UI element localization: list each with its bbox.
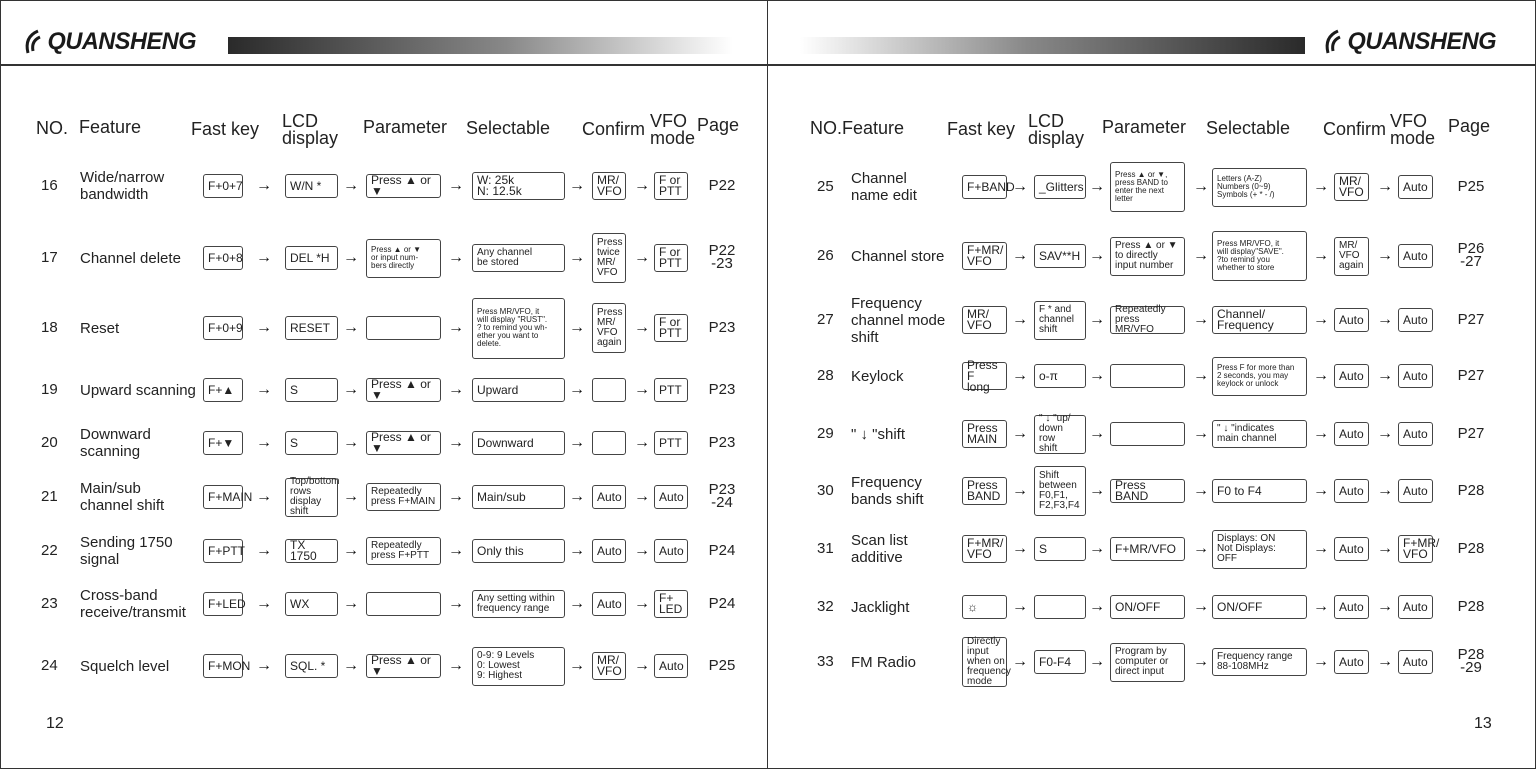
col-confirm: Confirm <box>582 119 646 139</box>
flow-arrow-icon: → <box>1313 598 1329 615</box>
lcd-display-box: DEL *H <box>285 246 338 270</box>
feature-name: Upward scanning <box>80 381 196 399</box>
parameter-box: Repeatedly press F+PTT <box>366 537 441 565</box>
vfo-mode-box: PTT <box>654 378 688 402</box>
brand-logo-left <box>18 22 198 62</box>
flow-arrow-icon: → <box>343 319 359 336</box>
flow-arrow-icon: → <box>256 488 272 505</box>
fast-key-box: F+0+8 <box>203 246 243 270</box>
vfo-mode-box: Auto <box>1398 175 1433 199</box>
flow-arrow-icon: → <box>1012 540 1028 557</box>
selectable-box: Displays: ON Not Displays: OFF <box>1212 530 1307 569</box>
flow-arrow-icon: → <box>448 319 464 336</box>
row-number: 20 <box>41 434 58 451</box>
confirm-box: Auto <box>1334 537 1369 561</box>
page-reference: P23 <box>708 434 736 451</box>
confirm-box: Auto <box>1334 308 1369 332</box>
fast-key-box: Press MAIN <box>962 420 1007 448</box>
vfo-mode-box: F or PTT <box>654 244 688 272</box>
flow-arrow-icon: → <box>1012 247 1028 264</box>
flow-arrow-icon: → <box>634 488 650 505</box>
fast-key-box: Directly input when on frequency mode <box>962 637 1007 687</box>
feature-name: Main/sub channel shift <box>80 480 165 514</box>
flow-arrow-icon: → <box>569 177 585 194</box>
flow-arrow-icon: → <box>569 488 585 505</box>
flow-arrow-icon: → <box>1377 482 1393 499</box>
parameter-box: Press ▲ or ▼ <box>366 654 441 678</box>
fast-key-box: F+PTT <box>203 539 243 563</box>
page-number-right: 13 <box>1474 715 1492 732</box>
fast-key-box: ☼ <box>962 595 1007 619</box>
flow-arrow-icon: → <box>448 595 464 612</box>
parameter-box: Press ▲ or ▼, press BAND to enter the next letter <box>1110 162 1185 212</box>
feature-name: Sending 1750 signal <box>80 534 173 568</box>
flow-arrow-icon: → <box>1089 367 1105 384</box>
confirm-box: Press MR/ VFO again <box>592 303 626 353</box>
selectable-box: ON/OFF <box>1212 595 1307 619</box>
row-number: 16 <box>41 177 58 194</box>
flow-arrow-icon: → <box>343 595 359 612</box>
flow-arrow-icon: → <box>448 177 464 194</box>
flow-arrow-icon: → <box>1089 247 1105 264</box>
flow-arrow-icon: → <box>343 434 359 451</box>
flow-arrow-icon: → <box>256 177 272 194</box>
selectable-box: Upward <box>472 378 565 402</box>
header-gradient-bar <box>800 37 1305 54</box>
feature-name: Channel delete <box>80 249 181 267</box>
header-gradient-bar <box>228 37 733 54</box>
signal-wave-icon <box>18 27 44 57</box>
col-parameter: Parameter <box>1102 117 1187 137</box>
flow-arrow-icon: → <box>343 657 359 674</box>
page-reference: P28 <box>1457 482 1485 499</box>
row-number: 25 <box>817 178 834 195</box>
selectable-box: Any channel be stored <box>472 244 565 272</box>
confirm-box: Press twice MR/ VFO <box>592 233 626 283</box>
flow-arrow-icon: → <box>1193 425 1209 442</box>
row-number: 23 <box>41 595 58 612</box>
flow-arrow-icon: → <box>1313 540 1329 557</box>
col-no-feature: NO.Feature <box>810 118 905 138</box>
selectable-box: Press MR/VFO, it will display "RUST". ? to remind you wh- ether you want to delete. <box>472 298 565 359</box>
feature-name: Jacklight <box>851 598 910 616</box>
flow-arrow-icon: → <box>569 657 585 674</box>
lcd-display-box: Shift between F0,F1, F2,F3,F4 <box>1034 466 1086 516</box>
selectable-box: W: 25k N: 12.5k <box>472 172 565 200</box>
vfo-mode-box: F or PTT <box>654 314 688 342</box>
vfo-mode-box: Auto <box>1398 244 1433 268</box>
parameter-box: Press ▲ or ▼ or input num- bers directly <box>366 239 441 278</box>
selectable-box: F0 to F4 <box>1212 479 1307 503</box>
row-number: 18 <box>41 319 58 336</box>
col-page: Page <box>697 115 740 135</box>
page-reference: P27 <box>1457 425 1485 442</box>
flow-arrow-icon: → <box>1012 653 1028 670</box>
confirm-box: MR/ VFO again <box>1334 237 1369 276</box>
flow-arrow-icon: → <box>634 177 650 194</box>
row-number: 17 <box>41 249 58 266</box>
brand-logo-right <box>1318 22 1498 62</box>
flow-arrow-icon: → <box>343 381 359 398</box>
flow-arrow-icon: → <box>634 434 650 451</box>
flow-arrow-icon: → <box>1012 598 1028 615</box>
parameter-box <box>1110 364 1185 388</box>
col-selectable: Selectable <box>1206 118 1291 138</box>
page-number-left: 12 <box>46 715 64 732</box>
feature-name: Keylock <box>851 367 904 385</box>
fast-key-box: F+▼ <box>203 431 243 455</box>
col-lcd: LCD display <box>282 111 339 148</box>
fast-key-box: MR/ VFO <box>962 306 1007 334</box>
lcd-display-box: SQL. * <box>285 654 338 678</box>
fast-key-box: F+▲ <box>203 378 243 402</box>
confirm-box <box>592 431 626 455</box>
feature-name: Channel name edit <box>851 170 917 204</box>
vfo-mode-box: Auto <box>654 654 688 678</box>
lcd-display-box: S <box>285 431 338 455</box>
col-confirm: Confirm <box>1323 119 1387 139</box>
col-parameter: Parameter <box>363 117 448 137</box>
confirm-box: Auto <box>1334 650 1369 674</box>
flow-arrow-icon: → <box>569 595 585 612</box>
feature-name: Reset <box>80 319 120 337</box>
fast-key-box: F+LED <box>203 592 243 616</box>
flow-arrow-icon: → <box>1193 367 1209 384</box>
flow-arrow-icon: → <box>569 542 585 559</box>
flow-arrow-icon: → <box>448 381 464 398</box>
flow-arrow-icon: → <box>1012 367 1028 384</box>
col-feature: Feature <box>79 117 142 137</box>
row-number: 31 <box>817 540 834 557</box>
vfo-mode-box: F+ LED <box>654 590 688 618</box>
flow-arrow-icon: → <box>1313 482 1329 499</box>
flow-arrow-icon: → <box>1313 247 1329 264</box>
flow-arrow-icon: → <box>1089 598 1105 615</box>
page-reference: P26 -27 <box>1457 240 1485 270</box>
flow-arrow-icon: → <box>1012 425 1028 442</box>
flow-arrow-icon: → <box>1377 178 1393 195</box>
col-lcd: LCD display <box>1028 111 1085 148</box>
page-reference: P23 -24 <box>708 481 736 511</box>
flow-arrow-icon: → <box>1313 178 1329 195</box>
page-reference: P24 <box>708 542 736 559</box>
page-reference: P22 -23 <box>708 242 736 272</box>
row-number: 33 <box>817 653 834 670</box>
confirm-box: MR/ VFO <box>1334 173 1369 201</box>
lcd-display-box: F0-F4 <box>1034 650 1086 674</box>
flow-arrow-icon: → <box>1089 178 1105 195</box>
fast-key-box: F+MAIN <box>203 485 243 509</box>
fast-key-box: F+0+9 <box>203 316 243 340</box>
fast-key-box: F+MR/ VFO <box>962 535 1007 563</box>
flow-arrow-icon: → <box>1313 367 1329 384</box>
feature-name: " ↓ "shift <box>851 425 905 443</box>
lcd-display-box: RESET <box>285 316 338 340</box>
parameter-box <box>366 592 441 616</box>
fast-key-box: Press F long <box>962 362 1007 390</box>
flow-arrow-icon: → <box>1313 653 1329 670</box>
vfo-mode-box: Auto <box>1398 650 1433 674</box>
row-number: 24 <box>41 657 58 674</box>
flow-arrow-icon: → <box>1377 653 1393 670</box>
brand-name: QUANSHENG <box>1347 28 1497 55</box>
lcd-display-box <box>1034 595 1086 619</box>
page-reference: P27 <box>1457 367 1485 384</box>
flow-arrow-icon: → <box>1089 653 1105 670</box>
lcd-display-box: W/N * <box>285 174 338 198</box>
vfo-mode-box: Auto <box>1398 479 1433 503</box>
flow-arrow-icon: → <box>1377 598 1393 615</box>
flow-arrow-icon: → <box>1193 598 1209 615</box>
header-rule-left <box>0 64 767 66</box>
row-number: 21 <box>41 488 58 505</box>
flow-arrow-icon: → <box>1193 482 1209 499</box>
col-vfo: VFO mode <box>1390 111 1436 148</box>
col-selectable: Selectable <box>466 118 551 138</box>
vfo-mode-box: PTT <box>654 431 688 455</box>
feature-name: Channel store <box>851 247 945 265</box>
col-no: NO. <box>36 118 69 138</box>
header-rule-right <box>768 64 1536 66</box>
page-reference: P24 <box>708 595 736 612</box>
confirm-box: Auto <box>592 539 626 563</box>
selectable-box: Downward <box>472 431 565 455</box>
lcd-display-box: SAV**H <box>1034 244 1086 268</box>
page-reference: P25 <box>708 657 736 674</box>
parameter-box: Press ▲ or ▼ to directly input number <box>1110 237 1185 276</box>
page-reference: P27 <box>1457 311 1485 328</box>
confirm-box: Auto <box>1334 479 1369 503</box>
flow-arrow-icon: → <box>569 249 585 266</box>
page-reference: P25 <box>1457 178 1485 195</box>
flow-arrow-icon: → <box>256 319 272 336</box>
lcd-display-box: " ↓ "up/ down row shift <box>1034 415 1086 454</box>
flow-arrow-icon: → <box>256 542 272 559</box>
feature-name: Frequency channel mode shift <box>851 294 946 346</box>
book-spine <box>767 0 768 769</box>
col-page: Page <box>1448 116 1491 136</box>
vfo-mode-box: Auto <box>1398 364 1433 388</box>
flow-arrow-icon: → <box>256 381 272 398</box>
feature-name: Downward scanning <box>80 426 151 460</box>
flow-arrow-icon: → <box>569 434 585 451</box>
parameter-box: ON/OFF <box>1110 595 1185 619</box>
feature-name: Cross-band receive/transmit <box>80 587 186 621</box>
row-number: 22 <box>41 542 58 559</box>
feature-name: FM Radio <box>851 653 917 671</box>
flow-arrow-icon: → <box>1012 311 1028 328</box>
confirm-box: MR/ VFO <box>592 172 626 200</box>
flow-arrow-icon: → <box>634 381 650 398</box>
page-reference: P28 -29 <box>1457 646 1485 676</box>
vfo-mode-box: Auto <box>1398 422 1433 446</box>
selectable-box: Main/sub <box>472 485 565 509</box>
flow-arrow-icon: → <box>343 488 359 505</box>
vfo-mode-box: Auto <box>1398 595 1433 619</box>
flow-arrow-icon: → <box>256 249 272 266</box>
col-fast-key: Fast key <box>191 119 260 139</box>
flow-arrow-icon: → <box>1193 311 1209 328</box>
selectable-box: Press F for more than 2 seconds, you may keylock or unlock <box>1212 357 1307 396</box>
fast-key-box: F+MR/ VFO <box>962 242 1007 270</box>
flow-arrow-icon: → <box>634 542 650 559</box>
feature-name: Scan list additive <box>851 532 908 566</box>
row-number: 30 <box>817 482 834 499</box>
flow-arrow-icon: → <box>343 249 359 266</box>
flow-arrow-icon: → <box>1377 425 1393 442</box>
selectable-box: Channel/ Frequency <box>1212 306 1307 334</box>
flow-arrow-icon: → <box>634 249 650 266</box>
flow-arrow-icon: → <box>343 542 359 559</box>
flow-arrow-icon: → <box>1089 425 1105 442</box>
vfo-mode-box: Auto <box>1398 308 1433 332</box>
confirm-box: Auto <box>1334 364 1369 388</box>
parameter-box: Repeatedly press F+MAIN <box>366 483 441 511</box>
flow-arrow-icon: → <box>1193 247 1209 264</box>
col-fast-key: Fast key <box>947 119 1016 139</box>
confirm-box <box>592 378 626 402</box>
feature-name: Wide/narrow bandwidth <box>80 169 165 203</box>
flow-arrow-icon: → <box>1089 540 1105 557</box>
row-number: 28 <box>817 367 834 384</box>
flow-arrow-icon: → <box>448 434 464 451</box>
flow-arrow-icon: → <box>448 657 464 674</box>
lcd-display-box: _Glitters <box>1034 175 1086 199</box>
page-reference: P22 <box>708 177 736 194</box>
fast-key-box: F+BAND <box>962 175 1007 199</box>
feature-name: Frequency bands shift <box>851 474 924 508</box>
flow-arrow-icon: → <box>256 595 272 612</box>
lcd-display-box: F * and channel shift <box>1034 301 1086 340</box>
flow-arrow-icon: → <box>448 542 464 559</box>
confirm-box: MR/ VFO <box>592 652 626 680</box>
col-vfo: VFO mode <box>650 111 696 148</box>
flow-arrow-icon: → <box>1377 247 1393 264</box>
selectable-box: " ↓ "indicates main channel <box>1212 420 1307 448</box>
page-reference: P28 <box>1457 598 1485 615</box>
row-number: 27 <box>817 311 834 328</box>
lcd-display-box: Top/bottom rows display shift <box>285 478 338 517</box>
flow-arrow-icon: → <box>634 319 650 336</box>
flow-arrow-icon: → <box>1193 178 1209 195</box>
parameter-box: F+MR/VFO <box>1110 537 1185 561</box>
flow-arrow-icon: → <box>343 177 359 194</box>
flow-arrow-icon: → <box>634 657 650 674</box>
vfo-mode-box: Auto <box>654 485 688 509</box>
selectable-box: Frequency range 88-108MHz <box>1212 648 1307 676</box>
lcd-display-box: S <box>285 378 338 402</box>
parameter-box: Press ▲ or ▼ <box>366 431 441 455</box>
brand-name: QUANSHENG <box>47 28 197 55</box>
flow-arrow-icon: → <box>1012 178 1028 195</box>
feature-name: Squelch level <box>80 657 170 675</box>
confirm-box: Auto <box>1334 595 1369 619</box>
confirm-box: Auto <box>592 485 626 509</box>
parameter-box <box>366 316 441 340</box>
page-reference: P28 <box>1457 540 1485 557</box>
selectable-box: Letters (A-Z) Numbers (0~9) Symbols (+ * - /) <box>1212 168 1307 207</box>
parameter-box <box>1110 422 1185 446</box>
lcd-display-box: TX 1750 <box>285 539 338 563</box>
row-number: 26 <box>817 247 834 264</box>
flow-arrow-icon: → <box>1377 367 1393 384</box>
lcd-display-box: WX <box>285 592 338 616</box>
flow-arrow-icon: → <box>634 595 650 612</box>
row-number: 29 <box>817 425 834 442</box>
selectable-box: Press MR/VFO, it will display"SAVE". ?to remind you whether to store <box>1212 231 1307 281</box>
vfo-mode-box: F+MR/ VFO <box>1398 535 1433 563</box>
page-reference: P23 <box>708 381 736 398</box>
flow-arrow-icon: → <box>256 657 272 674</box>
flow-arrow-icon: → <box>448 249 464 266</box>
vfo-mode-box: Auto <box>654 539 688 563</box>
row-number: 19 <box>41 381 58 398</box>
selectable-box: Only this <box>472 539 565 563</box>
flow-arrow-icon: → <box>256 434 272 451</box>
confirm-box: Auto <box>592 592 626 616</box>
selectable-box: 0-9: 9 Levels 0: Lowest 9: Highest <box>472 647 565 686</box>
row-number: 32 <box>817 598 834 615</box>
flow-arrow-icon: → <box>1089 482 1105 499</box>
flow-arrow-icon: → <box>1313 425 1329 442</box>
flow-arrow-icon: → <box>1193 653 1209 670</box>
flow-arrow-icon: → <box>1313 311 1329 328</box>
fast-key-box: F+MON <box>203 654 243 678</box>
flow-arrow-icon: → <box>569 319 585 336</box>
parameter-box: Press ▲ or ▼ <box>366 378 441 402</box>
flow-arrow-icon: → <box>1193 540 1209 557</box>
flow-arrow-icon: → <box>1089 311 1105 328</box>
fast-key-box: Press BAND <box>962 477 1007 505</box>
flow-arrow-icon: → <box>448 488 464 505</box>
signal-wave-icon <box>1318 27 1344 57</box>
parameter-box: Press ▲ or ▼ <box>366 174 441 198</box>
flow-arrow-icon: → <box>569 381 585 398</box>
flow-arrow-icon: → <box>1377 540 1393 557</box>
vfo-mode-box: F or PTT <box>654 172 688 200</box>
flow-arrow-icon: → <box>1377 311 1393 328</box>
parameter-box: Program by computer or direct input <box>1110 643 1185 682</box>
parameter-box: Press BAND <box>1110 479 1185 503</box>
page-reference: P23 <box>708 319 736 336</box>
parameter-box: Repeatedly press MR/VFO <box>1110 306 1185 334</box>
fast-key-box: F+0+7 <box>203 174 243 198</box>
lcd-display-box: S <box>1034 537 1086 561</box>
flow-arrow-icon: → <box>1012 482 1028 499</box>
lcd-display-box: o-π <box>1034 364 1086 388</box>
selectable-box: Any setting within frequency range <box>472 590 565 618</box>
confirm-box: Auto <box>1334 422 1369 446</box>
